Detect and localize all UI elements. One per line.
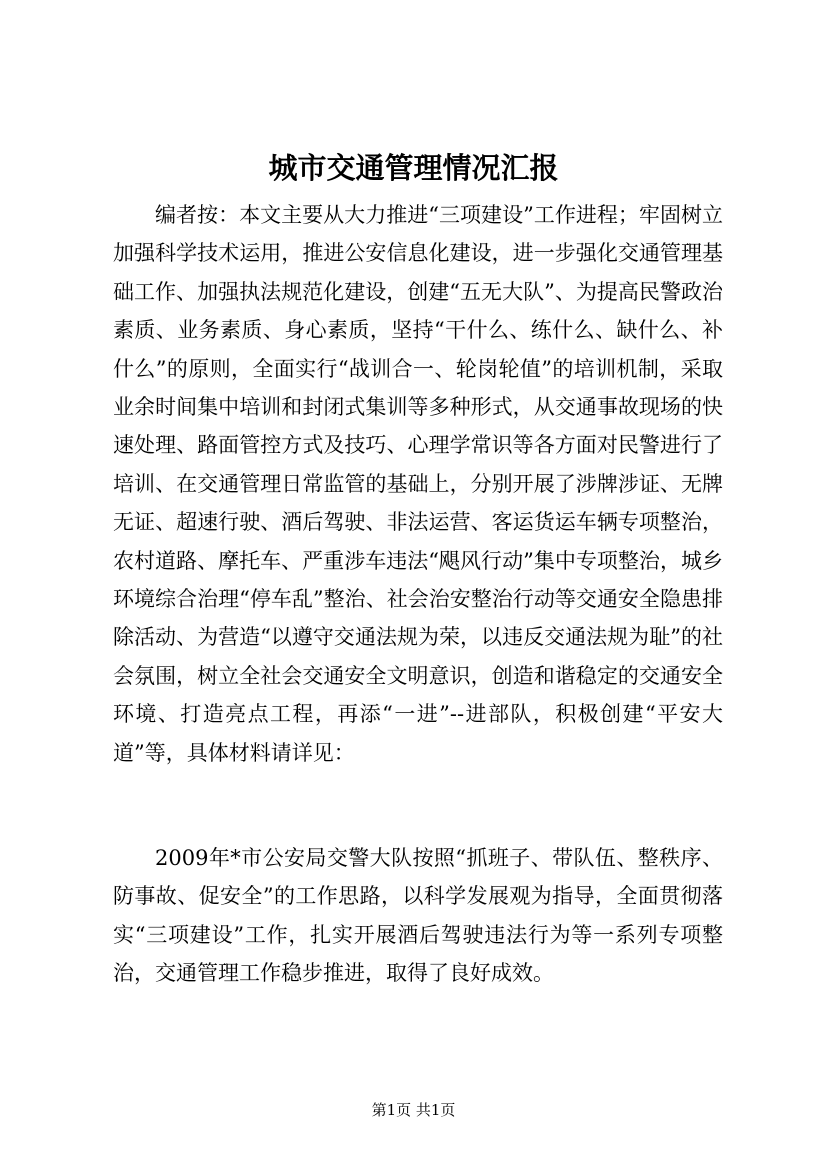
document-title: 城市交通管理情况汇报: [268, 151, 559, 185]
page-number-footer: 第1页 共1页: [371, 1101, 456, 1119]
editor-note-paragraph: [113, 196, 723, 772]
body-paragraph: [113, 839, 723, 993]
paragraph-text: 编者按：本文主要从大力推进“三项建设”工作进程；牢固树立加强科学技术运用，推进公安信息化建设，进一步强化交通管理基础工作、加强执法规范化建设，创建“五无大队”、为提高民警政治素质、业务素质、身心素质，坚持“干什么、练什么、缺什么、补什么”的原则，全面实行“战训合一、轮岗轮值”的培训机制，采取业余时间集中培训和封闭式集训等多种形式，从交通事故现场的快速处理、路面管控方式及技巧、心理学常识等各方面对民警进行了培训、在交通管理日常监管的基础上，分别开展了涉牌涉证、无牌无证、超速行驶、酒后驾驶、非法运营、客运货运车辆专项整治，农村道路、摩托车、严重涉车违法“飓风行动”集中专项整治，城乡环境综合治理“停车乱”整治、社会治安整治行动等交通安全隐患排除活动、为营造“以遵守交通法规为荣，以违反交通法规为耻”的社会氛围，树立全社会交通安全文明意识，创造和谐稳定的交通安全环境、打造亮点工程，再添“一进”--进部队，积极创建“平安大道”等，具体材料请详见：: [113, 203, 723, 765]
paragraph-text: 2009年*市公安局交警大队按照“抓班子、带队伍、整秩序、防事故、促安全”的工作思路，以科学发展观为指导，全面贯彻落实“三项建设”工作，扎实开展酒后驾驶违法行为等一系列专项整治，交通管理工作稳步推进，取得了良好成效。: [113, 846, 723, 986]
